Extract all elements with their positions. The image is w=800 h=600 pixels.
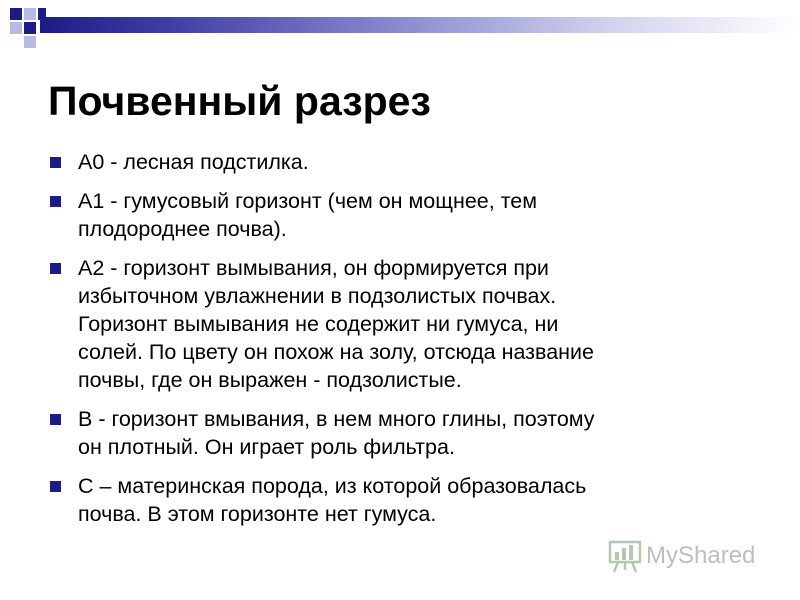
watermark-text: MyShared bbox=[646, 542, 756, 569]
bullet-list bbox=[50, 148, 770, 539]
square-bullet-icon bbox=[50, 414, 61, 425]
bullet-text: А2 - горизонт вымывания, он формируется при избыточном увлажнении в подзолистых почвах. Горизонт вымывания не содержит ни гумуса, ни солей. По цвету он похож на золу, отсюда название почвы, где он выражен - подзолистые. bbox=[78, 256, 594, 392]
bullet-item-a1 bbox=[50, 187, 770, 243]
bullet-item-b bbox=[50, 405, 770, 461]
header-gradient-bar bbox=[40, 17, 800, 33]
bullet-text: А0 - лесная подстилка. bbox=[78, 150, 309, 174]
square-bullet-icon bbox=[50, 263, 61, 274]
bullet-item-a0 bbox=[50, 148, 770, 176]
square-bullet-icon bbox=[50, 196, 61, 207]
bullet-item-c bbox=[50, 472, 770, 528]
bullet-text: В - горизонт вмывания, в нем много глины, поэтому он плотный. Он играет роль фильтра. bbox=[78, 407, 595, 459]
bullet-text: А1 - гумусовый горизонт (чем он мощнее, тем плодороднее почва). bbox=[78, 189, 538, 241]
square-bullet-icon bbox=[50, 157, 61, 168]
decor-square bbox=[10, 22, 22, 34]
square-bullet-icon bbox=[50, 481, 61, 492]
presentation-board-icon bbox=[608, 538, 642, 574]
decor-square bbox=[24, 8, 36, 20]
bullet-item-a2 bbox=[50, 254, 770, 394]
myshared-watermark bbox=[608, 536, 755, 576]
decor-square bbox=[24, 22, 36, 34]
slide-title: Почвенный разрез bbox=[48, 78, 431, 124]
decor-square bbox=[24, 36, 36, 48]
bullet-text: С – материнская порода, из которой образовалась почва. В этом горизонте нет гумуса. bbox=[78, 474, 587, 526]
decor-square bbox=[10, 8, 22, 20]
